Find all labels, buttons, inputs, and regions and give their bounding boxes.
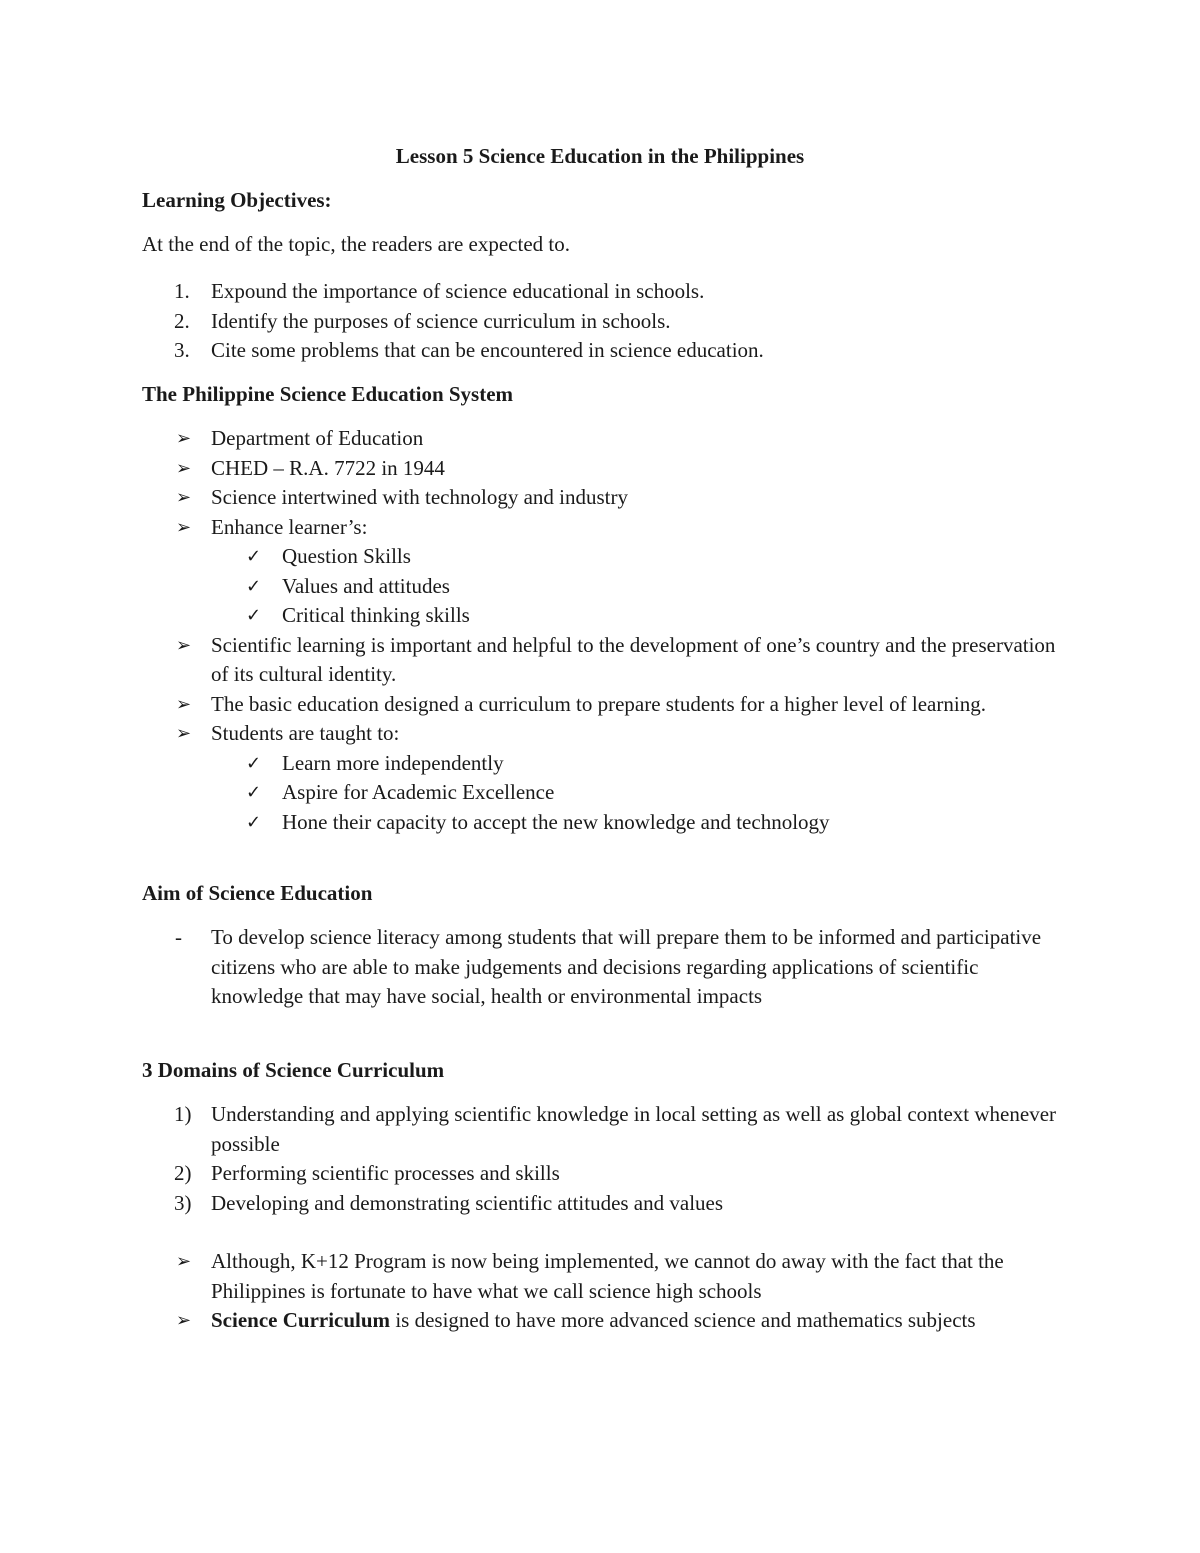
list-item: [142, 483, 1062, 513]
list-item: [142, 1306, 1062, 1336]
list-number: 1.: [174, 279, 190, 303]
list-item: [142, 1189, 1062, 1219]
arrow-bullet-icon: ➢: [176, 723, 192, 744]
arrow-bullet-icon: ➢: [176, 1251, 192, 1272]
check-bullet-icon: ✓: [246, 752, 262, 774]
check-bullet-icon: ✓: [246, 811, 262, 833]
arrow-bullet-icon: ➢: [176, 428, 192, 449]
list-item-text: Students are taught to:: [211, 721, 400, 745]
list-item-text: Department of Education: [211, 426, 424, 450]
list-item-text: Critical thinking skills: [282, 603, 470, 627]
aim-heading: Aim of Science Education: [142, 881, 373, 905]
system-heading: The Philippine Science Education System: [142, 382, 514, 406]
list-item-text: The basic education designed a curriculum to prepare students for a higher level of learning.: [211, 691, 986, 716]
list-item-text: Learn more independently: [282, 750, 504, 775]
list-item-text: Understanding and applying scientific knowledge in local setting as well as global context whenever possible: [211, 1102, 1057, 1156]
list-item: [142, 1100, 1062, 1159]
list-item-text: Expound the importance of science educational in schools.: [211, 279, 705, 303]
aim-list: [142, 923, 1062, 1012]
list-item: [142, 424, 1062, 454]
list-item: [142, 454, 1062, 484]
list-item-text: To develop science literacy among students that will prepare them to be informed and participative citizens who are able to make judgements and decisions regarding applications of scientific knowledge that may have social, health or environmental impacts: [211, 925, 1042, 1008]
arrow-bullet-icon: ➢: [176, 487, 192, 508]
list-item: [142, 778, 1062, 808]
list-item-text: Values and attitudes: [282, 573, 450, 598]
list-item-text: Science intertwined with technology and industry: [211, 485, 628, 509]
list-item: [142, 336, 1062, 366]
check-bullet-icon: ✓: [246, 575, 262, 597]
domains-list: [142, 1100, 1062, 1218]
list-item: [142, 542, 1062, 572]
list-item: [142, 808, 1062, 838]
list-item: [142, 1247, 1062, 1306]
objectives-intro: At the end of the topic, the readers are expected to.: [142, 232, 570, 256]
list-item: [142, 513, 1062, 543]
dash-bullet: -: [175, 925, 182, 949]
arrow-bullet-icon: ➢: [176, 634, 192, 656]
check-bullet-icon: ✓: [246, 782, 262, 803]
list-item-text: Cite some problems that can be encountered in science education.: [211, 338, 764, 362]
list-item-text: Performing scientific processes and skills: [211, 1161, 560, 1185]
list-item-text: Although, K+12 Program is now being implemented, we cannot do away with the fact that the Philippines is fortunate to have what we call science high schools: [211, 1249, 1004, 1303]
list-number: 3): [174, 1190, 192, 1215]
list-number: 2): [174, 1161, 192, 1185]
list-item: [142, 1159, 1062, 1189]
final-list: [142, 1247, 1062, 1336]
list-item: [142, 923, 1062, 1012]
arrow-bullet-icon: ➢: [176, 693, 192, 715]
arrow-bullet-icon: ➢: [176, 457, 192, 479]
domains-heading: 3 Domains of Science Curriculum: [142, 1058, 445, 1082]
system-list: [142, 424, 1062, 837]
list-item: [142, 572, 1062, 602]
list-item-text: Aspire for Academic Excellence: [282, 780, 555, 804]
objectives-list: [142, 277, 1062, 366]
list-item-text: CHED – R.A. 7722 in 1944: [211, 455, 445, 480]
list-item-text: Scientific learning is important and helpful to the development of one’s country and the preservation of its cultural identity.: [211, 632, 1056, 686]
page-title: Lesson 5 Science Education in the Philippines: [395, 144, 805, 168]
list-item: [142, 690, 1062, 720]
check-bullet-icon: ✓: [246, 605, 262, 626]
bold-term: Science Curriculum: [211, 1308, 391, 1332]
objectives-heading: Learning Objectives:: [142, 188, 332, 212]
list-item: [142, 749, 1062, 779]
list-item-text: Identify the purposes of science curriculum in schools.: [211, 308, 671, 333]
list-item-text: Enhance learner’s:: [211, 514, 368, 539]
list-number: 2.: [174, 308, 190, 333]
list-item: [142, 277, 1062, 307]
list-item: [142, 307, 1062, 337]
list-number: 3.: [174, 338, 190, 362]
list-item-text: is designed to have more advanced science and mathematics subjects: [390, 1308, 976, 1332]
arrow-bullet-icon: ➢: [176, 516, 192, 538]
arrow-bullet-icon: ➢: [176, 1310, 192, 1331]
list-item: [142, 601, 1062, 631]
list-item: [142, 719, 1062, 749]
list-item-text: Developing and demonstrating scientific attitudes and values: [211, 1190, 724, 1215]
list-item-text: Question Skills: [282, 544, 411, 568]
list-item-text: Hone their capacity to accept the new knowledge and technology: [282, 809, 830, 834]
list-item: [142, 631, 1062, 690]
list-number: 1): [174, 1102, 192, 1126]
check-bullet-icon: ✓: [246, 546, 262, 567]
